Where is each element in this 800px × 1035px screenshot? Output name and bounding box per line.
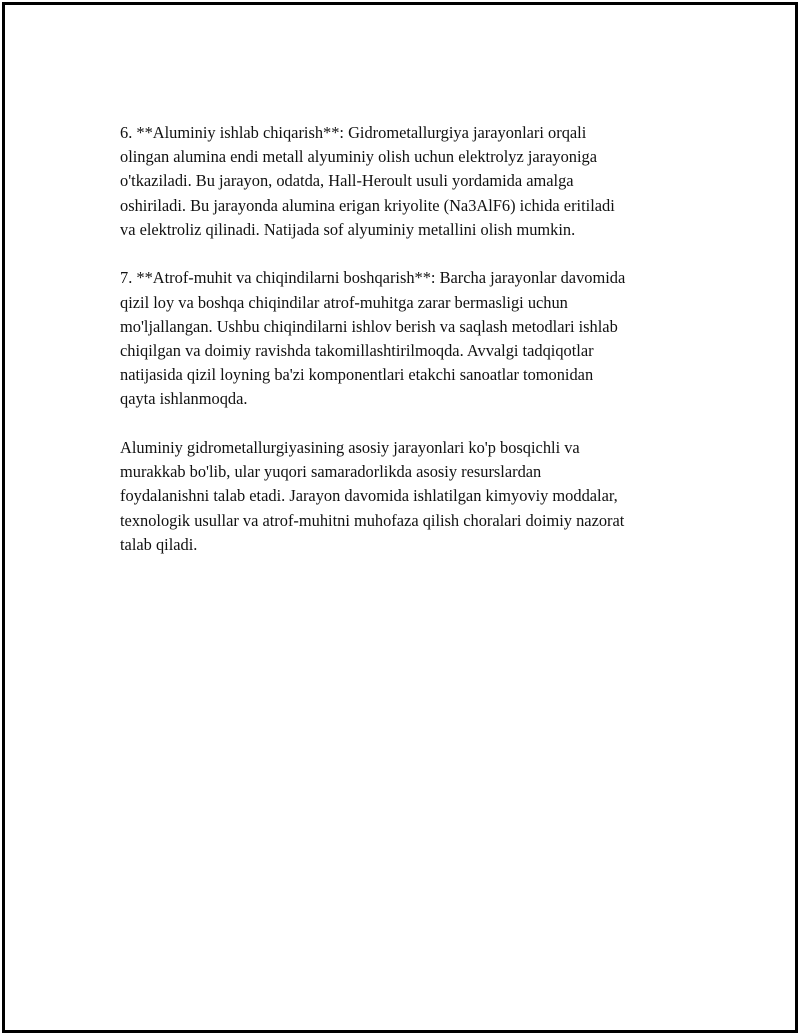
paragraph-environment-waste — [120, 266, 700, 411]
page-frame — [2, 2, 798, 1033]
text-line: va elektroliz qilinadi. Natijada sof alyuminiy metallini olish mumkin. — [120, 219, 576, 239]
paragraph-conclusion — [120, 436, 700, 557]
text-line: o'tkaziladi. Bu jarayon, odatda, Hall-Heroult usuli yordamida amalga — [120, 171, 574, 191]
text-line: qayta ishlanmoqda. — [120, 389, 248, 409]
text-line: oshiriladi. Bu jarayonda alumina erigan kriyolite (Na3AlF6) ichida eritiladi — [120, 195, 615, 215]
text-line: olingan alumina endi metall alyuminiy olish uchun elektrolyz jarayoniga — [120, 147, 598, 167]
text-line: chiqilgan va doimiy ravishda takomillashtirilmoqda. Avvalgi tadqiqotlar — [120, 341, 594, 361]
text-line: texnologik usullar va atrof-muhitni muhofaza qilish choralari doimiy nazorat — [120, 510, 625, 530]
text-line: murakkab bo'lib, ular yuqori samaradorlikda asosiy resurslardan — [120, 462, 542, 482]
text-line: natijasida qizil loyning ba'zi komponentlari etakchi sanoatlar tomonidan — [120, 365, 594, 385]
text-line: mo'ljallangan. Ushbu chiqindilarni ishlov berish va saqlash metodlari ishlab — [120, 316, 618, 336]
text-line: 6. **Aluminiy ishlab chiqarish**: Gidrometallurgiya jarayonlari orqali — [120, 123, 587, 142]
paragraph-aluminum-production — [120, 121, 700, 242]
text-line: Aluminiy gidrometallurgiyasining asosiy jarayonlari ko'p bosqichli va — [120, 438, 580, 458]
text-line: talab qiladi. — [120, 534, 198, 554]
text-line: 7. **Atrof-muhit va chiqindilarni boshqarish**: Barcha jarayonlar davomida — [120, 268, 626, 288]
document-body — [120, 121, 700, 581]
text-line: foydalanishni talab etadi. Jarayon davomida ishlatilgan kimyoviy moddalar, — [120, 486, 618, 506]
text-line: qizil loy va boshqa chiqindilar atrof-muhitga zarar bermasligi uchun — [120, 292, 568, 312]
